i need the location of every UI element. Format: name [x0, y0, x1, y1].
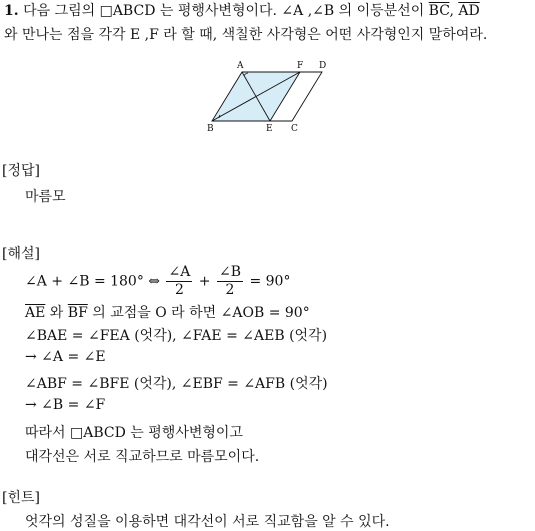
problem-line-1	[4, 0, 480, 20]
problem-line-2: 와 만나는 점을 각각 E ,F 라 할 때, 색칠한 사각형은 어떤 사각형인지 말하여라.	[4, 27, 488, 43]
answer-text: 마름모	[25, 189, 66, 205]
label-a: A	[237, 61, 244, 71]
fraction-a-den: 2	[174, 282, 184, 298]
plus-sign: +	[198, 273, 211, 290]
label-f: F	[297, 61, 304, 71]
label-c: C	[291, 124, 298, 134]
fraction-b-num: ∠B	[218, 264, 241, 280]
label-b: B	[207, 124, 214, 134]
hint-text: 엇각의 성질을 이용하면 대각선이 서로 직교함을 알 수 있다.	[25, 514, 390, 530]
segment-ae: $\overline{AE}$	[25, 305, 46, 321]
angle-sum-text: ∠A + ∠B = 180° ⇔	[25, 273, 161, 290]
parallelogram-figure	[195, 55, 335, 140]
explanation-line-2	[25, 302, 310, 322]
problem-number: 1.	[4, 3, 19, 19]
explanation-line-8: 대각선은 서로 직교하므로 마름모이다.	[25, 449, 260, 465]
fraction-a-half	[166, 264, 192, 299]
line2-rest: 의 교점을 O 라 하면 ∠AOB = 90°	[87, 305, 310, 321]
problem-text-a: 다음 그림의 □ABCD 는 평행사변형이다. ∠A ,∠B 의 이등분선이	[23, 3, 429, 19]
explanation-line-3: ∠BAE = ∠FEA (엇각), ∠FAE = ∠AEB (엇각)	[25, 328, 328, 344]
problem-sep: ,	[449, 3, 459, 19]
explanation-header: [해설]	[2, 246, 40, 262]
explanation-line-4: → ∠A = ∠E	[25, 349, 106, 365]
explanation-line-1	[25, 264, 290, 299]
label-d: D	[319, 61, 327, 71]
segment-ad: $\overline{AD}$	[458, 3, 480, 19]
label-e: E	[266, 124, 273, 134]
answer-header: [정답]	[2, 163, 40, 179]
fraction-b-den: 2	[225, 282, 235, 298]
hint-header: [힌트]	[2, 490, 40, 506]
explanation-line-5: ∠ABF = ∠BFE (엇각), ∠EBF = ∠AFB (엇각)	[25, 376, 328, 392]
explanation-line-6: → ∠B = ∠F	[25, 397, 106, 413]
equals-ninety: = 90°	[249, 273, 291, 290]
explanation-line-7: 따라서 □ABCD 는 평행사변형이고	[25, 425, 243, 441]
segment-bf: $\overline{BF}$	[67, 305, 88, 321]
fraction-a-num: ∠A	[168, 264, 191, 280]
fraction-b-half	[217, 264, 243, 299]
line2-mid: 와	[45, 305, 68, 321]
segment-bc: $\overline{BC}$	[428, 3, 450, 19]
